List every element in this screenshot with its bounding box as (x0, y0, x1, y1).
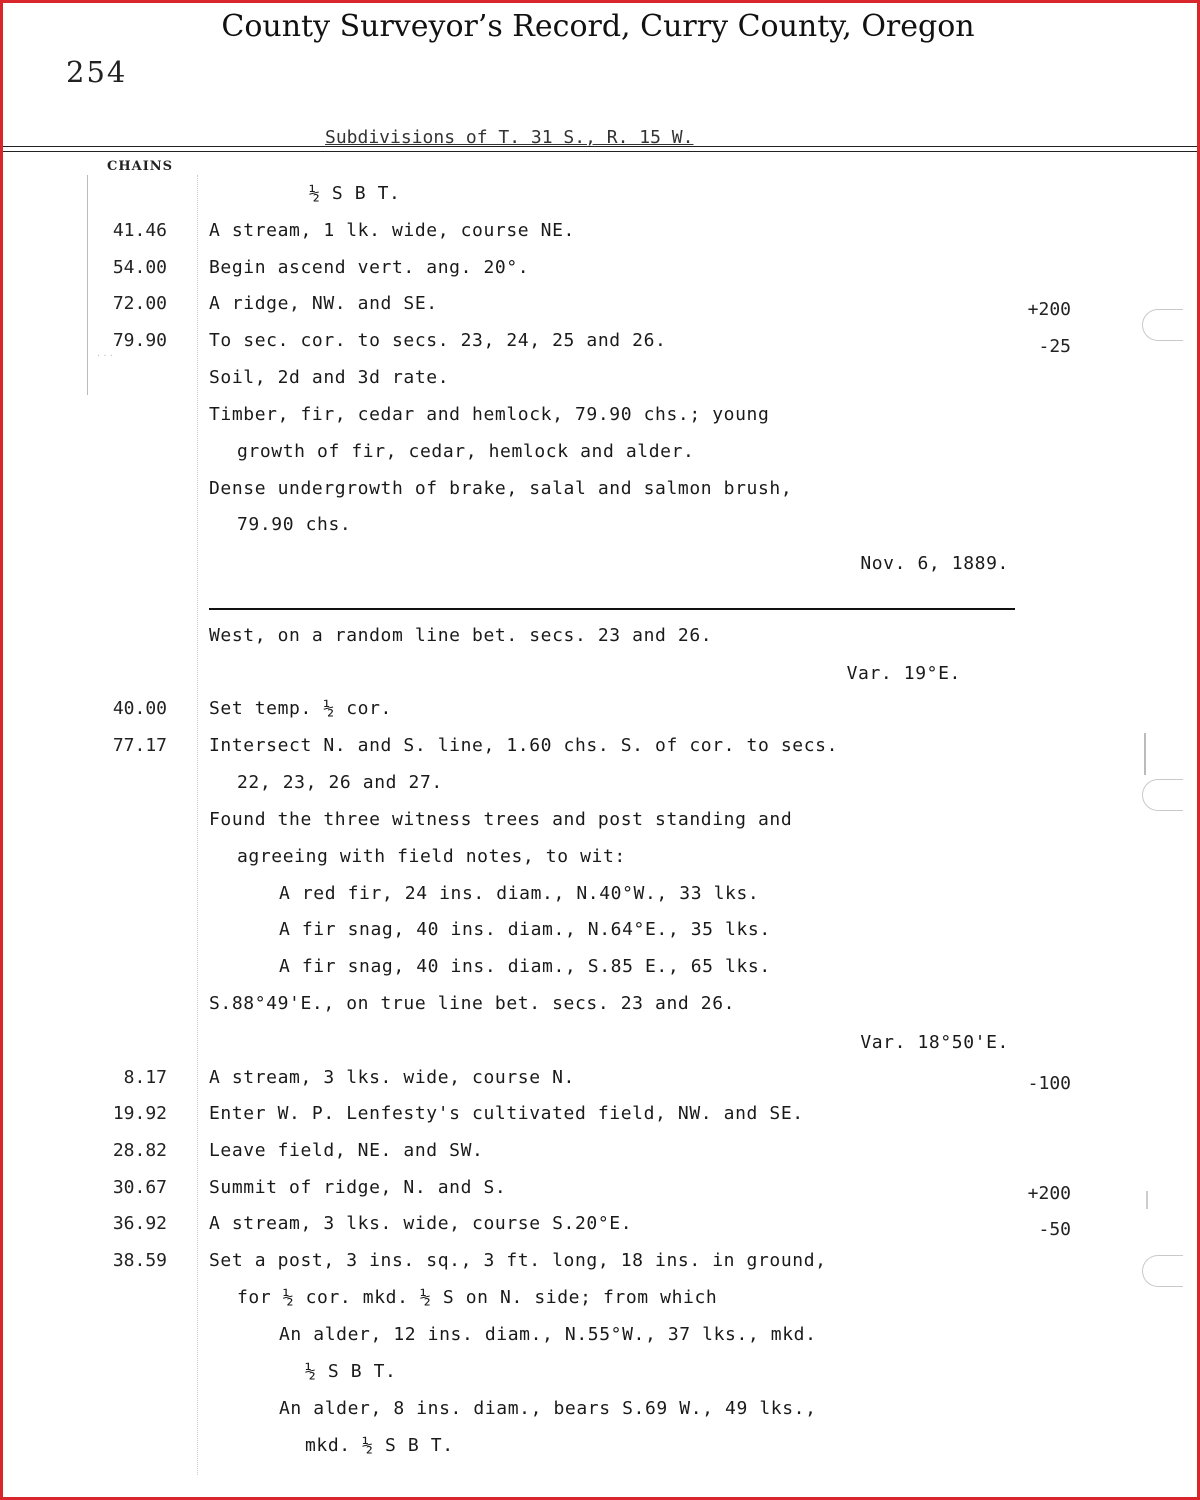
bearing-tree-row (3, 1398, 1193, 1428)
entry-text: Leave field, NE. and SW. (209, 1140, 484, 1161)
entry-text: A stream, 1 lk. wide, course NE. (209, 220, 575, 241)
entry-text: An alder, 8 ins. diam., bears S.69 W., 49 lks., (279, 1398, 817, 1419)
page-subtitle: Subdivisions of T. 31 S., R. 15 W. (325, 127, 694, 148)
survey-row (3, 441, 1193, 471)
survey-row (3, 220, 1193, 250)
witness-tree-row (3, 919, 1193, 949)
punch-hole (1142, 1255, 1183, 1287)
entry-text: A fir snag, 40 ins. diam., N.64°E., 35 lks. (279, 919, 771, 940)
entry-text: Timber, fir, cedar and hemlock, 79.90 chs.; young (209, 404, 770, 425)
chains-column-header: CHAINS (107, 159, 174, 174)
bearing-tree-row (3, 1435, 1193, 1465)
line-heading: West, on a random line bet. secs. 23 and 26. (209, 625, 713, 646)
entry-text: Summit of ridge, N. and S. (209, 1177, 507, 1198)
survey-row (3, 293, 1193, 323)
entry-text: Dense undergrowth of brake, salal and salmon brush, (209, 478, 793, 499)
variation-value: Var. 19°E. (846, 663, 961, 684)
entry-text: Found the three witness trees and post standing and (209, 809, 793, 830)
entry-text: Set a post, 3 ins. sq., 3 ft. long, 18 ins. in ground, (209, 1250, 827, 1271)
chain-value: 19.92 (112, 1103, 167, 1124)
variation-value: Var. 18°50'E. (860, 1032, 1009, 1053)
header-rule-double (3, 151, 1197, 152)
variation-row (3, 663, 1193, 693)
margin-mark (1144, 733, 1146, 775)
chain-value: 72.00 (112, 293, 167, 314)
chain-value: 79.90 (112, 330, 167, 351)
line-heading-row (3, 625, 1193, 655)
chain-value: 30.67 (112, 1177, 167, 1198)
survey-row (3, 183, 1193, 213)
page-number: 254 (66, 55, 128, 89)
date-row (3, 553, 1193, 583)
line-heading: S.88°49'E., on true line bet. secs. 23 and 26. (209, 993, 736, 1014)
entry-text: Intersect N. and S. line, 1.60 chs. S. of cor. to secs. (209, 735, 839, 756)
survey-row (3, 1213, 1193, 1243)
entry-text: To sec. cor. to secs. 23, 24, 25 and 26. (209, 330, 667, 351)
chain-value: 8.17 (123, 1067, 167, 1088)
survey-row (3, 257, 1193, 287)
entry-text: Begin ascend vert. ang. 20°. (209, 257, 530, 278)
survey-row (3, 1250, 1193, 1280)
survey-row (3, 1140, 1193, 1170)
survey-row (3, 1287, 1193, 1317)
chain-value: 28.82 (112, 1140, 167, 1161)
margin-mark (1146, 1191, 1148, 1209)
entry-text: ½ S B T. (309, 183, 401, 204)
chain-value: 38.59 (112, 1250, 167, 1271)
entry-text: mkd. ½ S B T. (305, 1435, 454, 1456)
chain-value: 40.00 (112, 698, 167, 719)
elevation-value: +200 (1027, 299, 1071, 320)
entry-text: A fir snag, 40 ins. diam., S.85 E., 65 lks. (279, 956, 771, 977)
variation-row (3, 1032, 1193, 1062)
chain-value: 54.00 (112, 257, 167, 278)
entry-text: agreeing with field notes, to wit: (237, 846, 626, 867)
survey-row (3, 735, 1193, 765)
survey-row (3, 1103, 1193, 1133)
survey-row (3, 772, 1193, 802)
line-heading-row (3, 993, 1193, 1023)
survey-row (3, 846, 1193, 876)
entry-text: A stream, 3 lks. wide, course N. (209, 1067, 575, 1088)
entry-text: 22, 23, 26 and 27. (237, 772, 443, 793)
bearing-tree-row (3, 1361, 1193, 1391)
entry-text: A red fir, 24 ins. diam., N.40°W., 33 lks. (279, 883, 760, 904)
survey-row (3, 1177, 1193, 1207)
entry-text: ½ S B T. (305, 1361, 397, 1382)
elevation-value: -100 (1027, 1073, 1071, 1094)
chain-value: 36.92 (112, 1213, 167, 1234)
witness-tree-row (3, 956, 1193, 986)
survey-row (3, 698, 1193, 728)
document-title: County Surveyor’s Record, Curry County, Oregon (221, 9, 975, 44)
entry-text: for ½ cor. mkd. ½ S on N. side; from which (237, 1287, 718, 1308)
survey-row (3, 809, 1193, 839)
elevation-value: +200 (1027, 1183, 1071, 1204)
section-divider (209, 608, 1015, 610)
entry-text: A ridge, NW. and SE. (209, 293, 438, 314)
survey-row (3, 514, 1193, 544)
ink-smudge: · · · (97, 351, 113, 362)
bearing-tree-row (3, 1324, 1193, 1354)
chain-value: 77.17 (112, 735, 167, 756)
entry-text: growth of fir, cedar, hemlock and alder. (237, 441, 695, 462)
witness-tree-row (3, 883, 1193, 913)
entry-date: Nov. 6, 1889. (860, 553, 1009, 574)
survey-row (3, 404, 1193, 434)
entry-text: Soil, 2d and 3d rate. (209, 367, 450, 388)
elevation-value: -25 (1038, 336, 1071, 357)
entry-text: An alder, 12 ins. diam., N.55°W., 37 lks., mkd. (279, 1324, 817, 1345)
punch-hole (1142, 779, 1183, 811)
header-rule (3, 146, 1197, 147)
elevation-value: -50 (1038, 1219, 1071, 1240)
entry-text: 79.90 chs. (237, 514, 352, 535)
entry-text: Set temp. ½ cor. (209, 698, 392, 719)
survey-row (3, 330, 1193, 360)
entry-text: Enter W. P. Lenfesty's cultivated field, NW. and SE. (209, 1103, 804, 1124)
survey-row (3, 367, 1193, 397)
entry-text: A stream, 3 lks. wide, course S.20°E. (209, 1213, 633, 1234)
survey-row (3, 478, 1193, 508)
survey-row (3, 1067, 1193, 1097)
punch-hole (1142, 309, 1183, 341)
chain-value: 41.46 (112, 220, 167, 241)
